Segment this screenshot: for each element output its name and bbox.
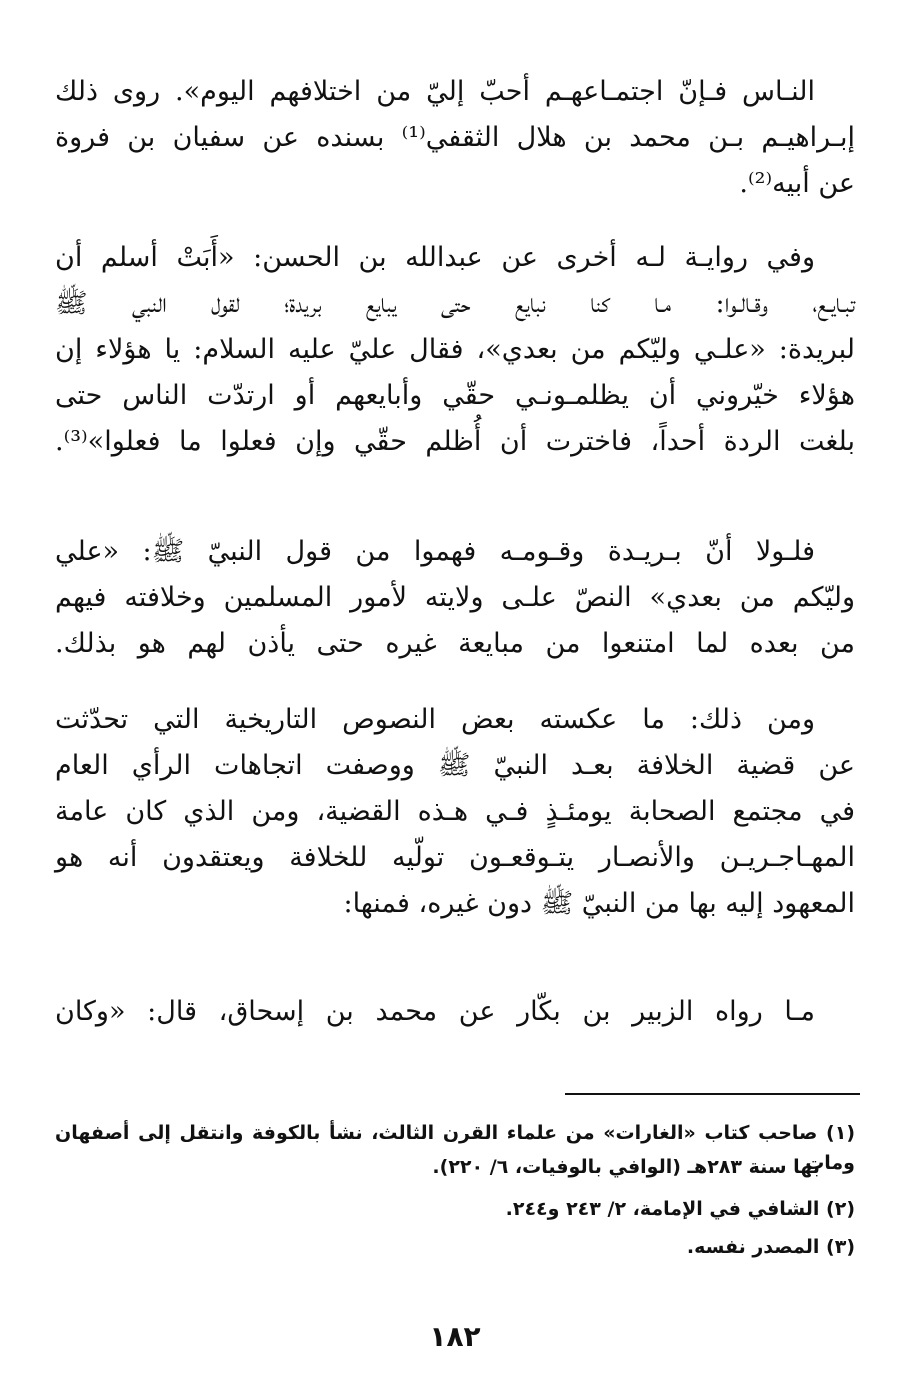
body-line: المعهود إليه بها من النبيّ ﷺ دون غيره، فمنها:: [343, 888, 855, 919]
footnote-divider: [565, 1093, 860, 1095]
footnote-1-cont: بها سنة ٢٨٣هـ (الوافي بالوفيات، ٦/ ٢٢٠).: [432, 1156, 820, 1178]
footnote-1: (١) صاحب كتاب «الغارات» من علماء القرن الثالث، نشأ بالكوفة وانتقل إلى أصفهان ومات: [55, 1122, 855, 1174]
page-number: ١٨٢: [429, 1320, 481, 1353]
body-line: تبـايـع، وقـالـوا: مـا كنا نبايع حتى يبايع بريدة؛ لقول النبي ﷺ: [55, 288, 855, 319]
body-line: هؤلاء خيّروني أن يظلمـونـي حقّي وأبايعهم أو ارتدّت الناس حتى: [55, 380, 855, 411]
body-line: ومن ذلك: ما عكسته بعض النصوص التاريخية التي تحدّثت: [55, 704, 815, 735]
body-line: من بعده لما امتنعوا من مبايعة غيره حتى يأذن لهم هو بذلك.: [55, 628, 855, 659]
body-line: عن أبيه⁽²⁾.: [739, 168, 855, 199]
footnote-3: (٣) المصدر نفسه.: [686, 1236, 855, 1258]
body-line: وليّكم من بعدي» النصّ علـى ولايته لأمور المسلمين وخلافته فيهم: [55, 582, 855, 613]
footnote-2: (٢) الشافي في الإمامة، ٢/ ٢٤٣ و٢٤٤.: [505, 1198, 855, 1220]
body-line: عن قضية الخلافة بعـد النبيّ ﷺ ووصفت اتجاهات الرأي العام: [55, 750, 855, 781]
body-line: فلـولا أنّ بـريـدة وقـومـه فهموا من قول النبيّ ﷺ: «علي: [55, 536, 815, 567]
body-line: بلغت الردة أحداً، فاخترت أن أُظلم حقّي وإن فعلوا ما فعلوا»⁽³⁾.: [55, 426, 855, 457]
body-line: إبـراهيـم بـن محمد بن هلال الثقفي⁽¹⁾ بسنده عن سفيان بن فروة: [55, 122, 855, 153]
body-line: وفي روايـة لـه أخرى عن عبدالله بن الحسن: «أَبَتْ أسلم أن: [55, 242, 815, 273]
body-line: في مجتمع الصحابة يومئـذٍ فـي هـذه القضية، ومن الذي كان عامة: [55, 796, 855, 827]
body-line: النـاس فـإنّ اجتمـاعهـم أحبّ إليّ من اختلافهم اليوم». روى ذلك: [55, 76, 815, 107]
body-line: لبريدة: «علـي وليّكم من بعدي»، فقال عليّ عليه السلام: يا هؤلاء إن: [55, 334, 855, 365]
body-line: المهـاجـريـن والأنصـار يتـوقعـون تولّيه للخلافة ويعتقدون أنه هو: [55, 842, 855, 873]
body-line: مـا رواه الزبير بن بكّار عن محمد بن إسحاق، قال: «وكان: [55, 996, 815, 1027]
